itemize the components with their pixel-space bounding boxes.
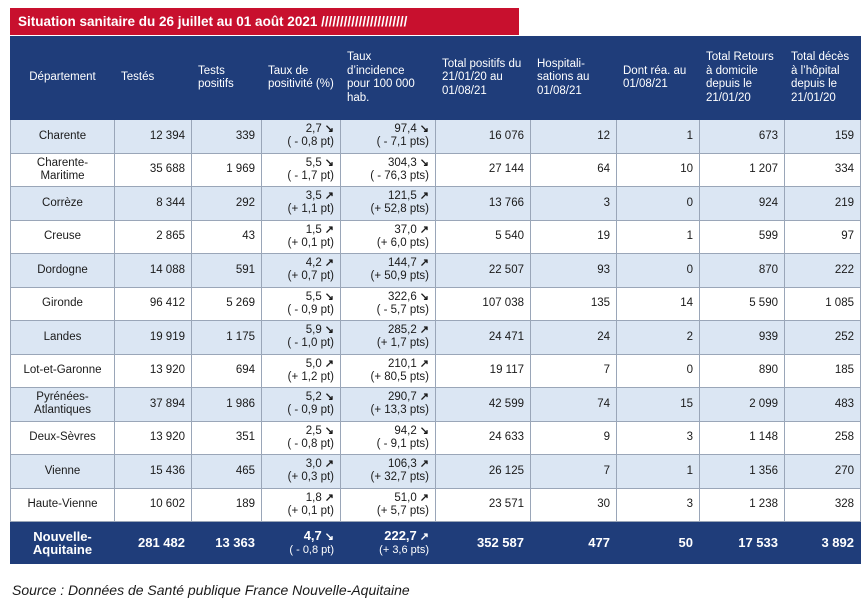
deces-cell: 328: [785, 488, 861, 522]
taux-positivite-delta: (+ 0,1 pt): [287, 236, 334, 249]
taux-incidence-trend-icon: ↘: [419, 123, 429, 136]
deces-cell: 185: [785, 354, 861, 388]
taux-positivite-trend-icon: ↘: [324, 123, 334, 136]
taux-positivite-cell: [262, 287, 341, 321]
taux-positivite-delta: ( - 0,8 pt): [287, 437, 334, 450]
taux-positivite-delta: (+ 0,3 pt): [287, 471, 334, 484]
taux-incidence-cell: [341, 388, 436, 422]
taux-positivite-value: [268, 458, 334, 471]
taux-positivite-trend-icon: ↗: [324, 357, 334, 370]
testes-cell: 19 919: [115, 321, 192, 355]
deces-cell: 483: [785, 388, 861, 422]
taux-incidence-cell: [341, 120, 436, 154]
deces-cell: 3 892: [785, 522, 861, 564]
total-positifs-cell: 26 125: [436, 455, 531, 489]
taux-incidence-delta: (+ 13,3 pts): [370, 404, 429, 417]
table-row: [11, 120, 861, 154]
taux-incidence-delta: ( - 9,1 pts): [376, 437, 429, 450]
taux-positivite-trend-icon: ↘: [324, 391, 334, 404]
taux-incidence-number: 322,6: [388, 290, 417, 303]
table-row: [11, 187, 861, 221]
dont-rea-cell: 0: [617, 354, 700, 388]
taux-positivite-delta: (+ 0,7 pt): [287, 270, 334, 283]
taux-incidence-number: 144,7: [388, 257, 417, 270]
taux-positivite-trend-icon: ↗: [324, 491, 334, 504]
departement-cell: Lot-et-Garonne: [11, 354, 115, 388]
taux-incidence-number: 106,3: [388, 458, 417, 471]
taux-incidence-number: 37,0: [394, 223, 417, 236]
taux-incidence-cell: [341, 254, 436, 288]
taux-positivite-value: [268, 224, 334, 237]
deces-cell: 159: [785, 120, 861, 154]
taux-positivite-delta: ( - 0,9 pt): [287, 303, 334, 316]
retours-domicile-cell: 5 590: [700, 287, 785, 321]
taux-positivite-cell: [262, 321, 341, 355]
hospitalisations-cell: 64: [531, 153, 617, 187]
tests-positifs-cell: 351: [192, 421, 262, 455]
taux-positivite-cell: [262, 354, 341, 388]
taux-incidence-value: [347, 529, 429, 544]
dont-rea-cell: 15: [617, 388, 700, 422]
dont-rea-cell: 1: [617, 455, 700, 489]
tests-positifs-cell: 13 363: [192, 522, 262, 564]
taux-positivite-number: 3,0: [305, 458, 322, 471]
taux-incidence-trend-icon: ↘: [419, 290, 429, 303]
table-row: [11, 321, 861, 355]
taux-incidence-cell: [341, 522, 436, 564]
taux-positivite-value: [268, 391, 334, 404]
total-positifs-cell: 16 076: [436, 120, 531, 154]
retours-domicile-cell: 1 356: [700, 455, 785, 489]
taux-incidence-value: [347, 123, 429, 136]
taux-incidence-delta: (+ 6,0 pts): [376, 236, 429, 249]
taux-positivite-number: 5,5: [305, 156, 322, 169]
taux-positivite-trend-icon: ↘: [324, 156, 334, 169]
tests-positifs-cell: 5 269: [192, 287, 262, 321]
taux-positivite-number: 5,0: [305, 357, 322, 370]
retours-domicile-cell: 673: [700, 120, 785, 154]
dont-rea-cell: 3: [617, 421, 700, 455]
tests-positifs-cell: 339: [192, 120, 262, 154]
tests-positifs-cell: 43: [192, 220, 262, 254]
header-taux-incidence: Taux d’incidence pour 100 000 hab.: [341, 37, 436, 120]
taux-incidence-value: [347, 458, 429, 471]
header-dont-rea: Dont réa. au 01/08/21: [617, 37, 700, 120]
total-positifs-cell: 23 571: [436, 488, 531, 522]
taux-incidence-value: [347, 190, 429, 203]
taux-positivite-value: [268, 492, 334, 505]
taux-incidence-trend-icon: ↘: [419, 424, 429, 437]
total-row: [11, 522, 861, 564]
departement-cell: Charente-Maritime: [11, 153, 115, 187]
tests-positifs-cell: 591: [192, 254, 262, 288]
retours-domicile-cell: 17 533: [700, 522, 785, 564]
total-positifs-cell: 24 471: [436, 321, 531, 355]
taux-positivite-delta: ( - 1,0 pt): [287, 337, 334, 350]
taux-positivite-trend-icon: ↘: [324, 290, 334, 303]
taux-incidence-delta: (+ 3,6 pts): [379, 543, 429, 556]
testes-cell: 37 894: [115, 388, 192, 422]
header-departement: Département: [11, 37, 115, 120]
departement-cell: Vienne: [11, 455, 115, 489]
taux-incidence-trend-icon: ↗: [419, 257, 429, 270]
taux-positivite-cell: [262, 153, 341, 187]
taux-positivite-value: [268, 257, 334, 270]
deces-cell: 334: [785, 153, 861, 187]
total-positifs-cell: 352 587: [436, 522, 531, 564]
taux-positivite-value: [268, 324, 334, 337]
departement-cell: Corrèze: [11, 187, 115, 221]
taux-positivite-trend-icon: ↗: [324, 257, 334, 270]
tests-positifs-cell: 189: [192, 488, 262, 522]
taux-positivite-cell: [262, 455, 341, 489]
taux-incidence-trend-icon: ↗: [419, 491, 429, 504]
dont-rea-cell: 1: [617, 220, 700, 254]
retours-domicile-cell: 1 238: [700, 488, 785, 522]
taux-incidence-trend-icon: ↘: [419, 156, 429, 169]
taux-incidence-trend-icon: ↗: [419, 458, 429, 471]
taux-positivite-value: [268, 157, 334, 170]
retours-domicile-cell: 1 148: [700, 421, 785, 455]
taux-incidence-cell: [341, 421, 436, 455]
taux-positivite-trend-icon: ↗: [324, 190, 334, 203]
taux-incidence-cell: [341, 287, 436, 321]
retours-domicile-cell: 939: [700, 321, 785, 355]
dont-rea-cell: 0: [617, 254, 700, 288]
dont-rea-cell: 3: [617, 488, 700, 522]
taux-incidence-cell: [341, 187, 436, 221]
total-positifs-cell: 5 540: [436, 220, 531, 254]
table-row: [11, 254, 861, 288]
taux-incidence-value: [347, 358, 429, 371]
taux-positivite-number: 1,8: [305, 491, 322, 504]
taux-positivite-value: [268, 358, 334, 371]
testes-cell: 35 688: [115, 153, 192, 187]
testes-cell: 13 920: [115, 421, 192, 455]
taux-incidence-number: 210,1: [388, 357, 417, 370]
departement-cell: Haute-Vienne: [11, 488, 115, 522]
hospitalisations-cell: 135: [531, 287, 617, 321]
table-row: [11, 488, 861, 522]
hospitalisations-cell: 19: [531, 220, 617, 254]
taux-incidence-value: [347, 157, 429, 170]
taux-positivite-value: [268, 123, 334, 136]
testes-cell: 96 412: [115, 287, 192, 321]
testes-cell: 2 865: [115, 220, 192, 254]
deces-cell: 1 085: [785, 287, 861, 321]
deces-cell: 270: [785, 455, 861, 489]
taux-incidence-cell: [341, 354, 436, 388]
retours-domicile-cell: 870: [700, 254, 785, 288]
taux-incidence-value: [347, 257, 429, 270]
taux-incidence-cell: [341, 220, 436, 254]
taux-positivite-delta: (+ 1,1 pt): [287, 203, 334, 216]
header-retours-domicile: Total Retours à domicile depuis le 21/01/20: [700, 37, 785, 120]
taux-incidence-trend-icon: ↗: [419, 530, 429, 543]
taux-incidence-delta: (+ 52,8 pts): [370, 203, 429, 216]
testes-cell: 14 088: [115, 254, 192, 288]
header-row: [11, 37, 861, 120]
retours-domicile-cell: 890: [700, 354, 785, 388]
taux-positivite-cell: [262, 421, 341, 455]
retours-domicile-cell: 924: [700, 187, 785, 221]
taux-positivite-cell: [262, 488, 341, 522]
taux-positivite-delta: ( - 0,9 pt): [287, 404, 334, 417]
taux-positivite-number: 2,7: [305, 123, 322, 136]
dont-rea-cell: 0: [617, 187, 700, 221]
taux-incidence-value: [347, 391, 429, 404]
tests-positifs-cell: 292: [192, 187, 262, 221]
total-positifs-cell: 24 633: [436, 421, 531, 455]
total-positifs-cell: 27 144: [436, 153, 531, 187]
taux-incidence-number: 304,3: [388, 156, 417, 169]
taux-positivite-cell: [262, 187, 341, 221]
hospitalisations-cell: 477: [531, 522, 617, 564]
hospitalisations-cell: 74: [531, 388, 617, 422]
taux-incidence-delta: ( - 76,3 pts): [370, 169, 429, 182]
taux-positivite-delta: (+ 0,1 pt): [287, 504, 334, 517]
taux-incidence-delta: (+ 5,7 pts): [376, 504, 429, 517]
header-hospitalisations: Hospitali-sations au 01/08/21: [531, 37, 617, 120]
taux-positivite-cell: [262, 254, 341, 288]
deces-cell: 258: [785, 421, 861, 455]
taux-incidence-trend-icon: ↗: [419, 190, 429, 203]
taux-positivite-cell: [262, 220, 341, 254]
taux-positivite-delta: (+ 1,2 pt): [287, 370, 334, 383]
taux-positivite-value: [268, 291, 334, 304]
taux-incidence-number: 97,4: [394, 123, 417, 136]
table-row: [11, 287, 861, 321]
taux-incidence-value: [347, 425, 429, 438]
total-positifs-cell: 42 599: [436, 388, 531, 422]
total-positifs-cell: 19 117: [436, 354, 531, 388]
taux-positivite-number: 4,7: [303, 527, 322, 543]
taux-incidence-delta: (+ 1,7 pts): [376, 337, 429, 350]
retours-domicile-cell: 1 207: [700, 153, 785, 187]
taux-incidence-number: 290,7: [388, 391, 417, 404]
hospitalisations-cell: 9: [531, 421, 617, 455]
departement-cell: Landes: [11, 321, 115, 355]
header-total-positifs: Total positifs du 21/01/20 au 01/08/21: [436, 37, 531, 120]
taux-positivite-trend-icon: ↘: [324, 424, 334, 437]
testes-cell: 13 920: [115, 354, 192, 388]
taux-positivite-number: 1,5: [305, 223, 322, 236]
taux-incidence-value: [347, 291, 429, 304]
taux-positivite-number: 5,2: [305, 391, 322, 404]
testes-cell: 8 344: [115, 187, 192, 221]
source-note: Source : Données de Santé publique France Nouvelle-Aquitaine: [12, 582, 410, 598]
departement-cell: Creuse: [11, 220, 115, 254]
hospitalisations-cell: 24: [531, 321, 617, 355]
hospitalisations-cell: 7: [531, 455, 617, 489]
departement-cell: Gironde: [11, 287, 115, 321]
taux-positivite-number: 3,5: [305, 190, 322, 203]
taux-positivite-number: 4,2: [305, 257, 322, 270]
taux-incidence-delta: ( - 7,1 pts): [376, 136, 429, 149]
taux-incidence-value: [347, 224, 429, 237]
health-situation-table: [10, 36, 861, 564]
tests-positifs-cell: 694: [192, 354, 262, 388]
taux-positivite-delta: ( - 1,7 pt): [287, 169, 334, 182]
departement-cell: Nouvelle-Aquitaine: [11, 522, 115, 564]
taux-incidence-trend-icon: ↗: [419, 357, 429, 370]
departement-cell: Charente: [11, 120, 115, 154]
retours-domicile-cell: 599: [700, 220, 785, 254]
testes-cell: 10 602: [115, 488, 192, 522]
taux-positivite-trend-icon: ↗: [324, 458, 334, 471]
taux-incidence-delta: (+ 80,5 pts): [370, 370, 429, 383]
total-positifs-cell: 107 038: [436, 287, 531, 321]
deces-cell: 219: [785, 187, 861, 221]
taux-positivite-delta: ( - 0,8 pt): [287, 136, 334, 149]
testes-cell: 12 394: [115, 120, 192, 154]
taux-positivite-value: [268, 529, 334, 544]
taux-positivite-value: [268, 425, 334, 438]
taux-positivite-number: 5,9: [305, 324, 322, 337]
departement-cell: Deux-Sèvres: [11, 421, 115, 455]
total-positifs-cell: 22 507: [436, 254, 531, 288]
taux-positivite-value: [268, 190, 334, 203]
taux-incidence-delta: (+ 50,9 pts): [370, 270, 429, 283]
taux-incidence-cell: [341, 153, 436, 187]
taux-incidence-trend-icon: ↗: [419, 223, 429, 236]
taux-incidence-delta: (+ 32,7 pts): [370, 471, 429, 484]
taux-incidence-number: 285,2: [388, 324, 417, 337]
table-row: [11, 388, 861, 422]
departement-cell: Pyrénées-Atlantiques: [11, 388, 115, 422]
taux-positivite-cell: [262, 120, 341, 154]
taux-incidence-cell: [341, 488, 436, 522]
taux-incidence-trend-icon: ↗: [419, 391, 429, 404]
taux-positivite-cell: [262, 388, 341, 422]
tests-positifs-cell: 465: [192, 455, 262, 489]
hospitalisations-cell: 12: [531, 120, 617, 154]
taux-positivite-trend-icon: ↘: [324, 324, 334, 337]
header-taux-positivite: Taux de positivité (%): [262, 37, 341, 120]
taux-positivite-trend-icon: ↘: [324, 530, 334, 543]
testes-cell: 281 482: [115, 522, 192, 564]
table-row: [11, 455, 861, 489]
testes-cell: 15 436: [115, 455, 192, 489]
hospitalisations-cell: 3: [531, 187, 617, 221]
dont-rea-cell: 1: [617, 120, 700, 154]
deces-cell: 252: [785, 321, 861, 355]
table-row: [11, 153, 861, 187]
taux-incidence-value: [347, 492, 429, 505]
taux-incidence-delta: ( - 5,7 pts): [376, 303, 429, 316]
deces-cell: 222: [785, 254, 861, 288]
header-deces: Total décès à l’hôpital depuis le 21/01/20: [785, 37, 861, 120]
taux-incidence-number: 121,5: [388, 190, 417, 203]
taux-incidence-value: [347, 324, 429, 337]
hospitalisations-cell: 7: [531, 354, 617, 388]
taux-incidence-trend-icon: ↗: [419, 324, 429, 337]
taux-positivite-number: 5,5: [305, 290, 322, 303]
taux-positivite-delta: ( - 0,8 pt): [289, 543, 334, 556]
departement-cell: Dordogne: [11, 254, 115, 288]
taux-positivite-cell: [262, 522, 341, 564]
taux-positivite-trend-icon: ↗: [324, 223, 334, 236]
hospitalisations-cell: 93: [531, 254, 617, 288]
dont-rea-cell: 2: [617, 321, 700, 355]
tests-positifs-cell: 1 175: [192, 321, 262, 355]
taux-incidence-number: 94,2: [394, 424, 417, 437]
dont-rea-cell: 50: [617, 522, 700, 564]
header-testes: Testés: [115, 37, 192, 120]
dont-rea-cell: 14: [617, 287, 700, 321]
deces-cell: 97: [785, 220, 861, 254]
taux-incidence-number: 222,7: [384, 527, 417, 543]
dont-rea-cell: 10: [617, 153, 700, 187]
table-row: [11, 421, 861, 455]
taux-incidence-number: 51,0: [394, 491, 417, 504]
taux-incidence-cell: [341, 455, 436, 489]
header-tests-positifs: Tests positifs: [192, 37, 262, 120]
total-positifs-cell: 13 766: [436, 187, 531, 221]
tests-positifs-cell: 1 969: [192, 153, 262, 187]
retours-domicile-cell: 2 099: [700, 388, 785, 422]
table-row: [11, 354, 861, 388]
taux-incidence-cell: [341, 321, 436, 355]
hospitalisations-cell: 30: [531, 488, 617, 522]
table-row: [11, 220, 861, 254]
table-title: Situation sanitaire du 26 juillet au 01 août 2021 ///////////////////////: [10, 8, 519, 35]
tests-positifs-cell: 1 986: [192, 388, 262, 422]
taux-positivite-number: 2,5: [305, 424, 322, 437]
